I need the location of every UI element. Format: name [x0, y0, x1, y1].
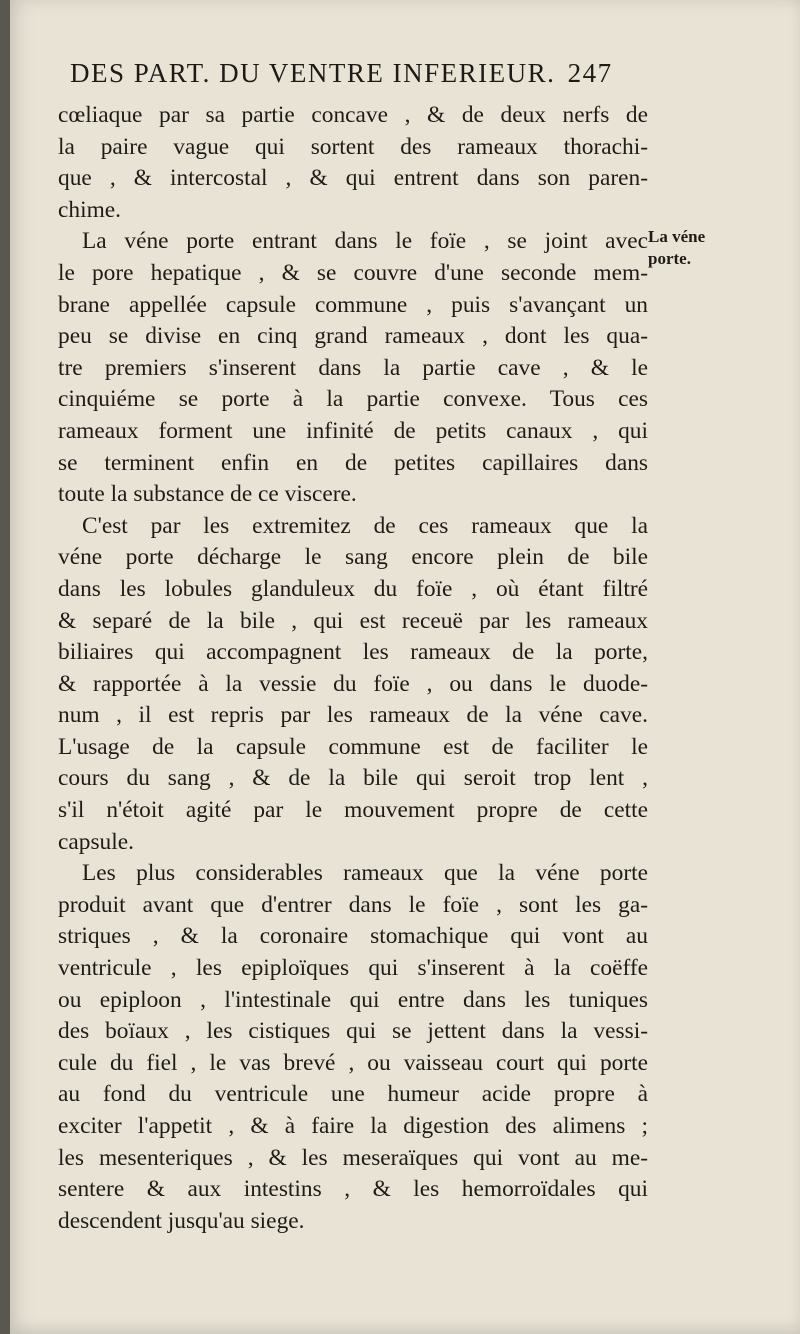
text-line: que , & intercostal , & qui entrent dans son paren- [58, 165, 648, 192]
text-line: brane appellée capsule commune , puis s'avançant un [58, 291, 648, 318]
text-line: des boïaux , les cistiques qui se jettent dans la vessi- [58, 1018, 648, 1045]
text-line: ventricule , les epiploïques qui s'inserent à la coëffe [58, 955, 648, 982]
text-line: la paire vague qui sortent des rameaux thorachi- [58, 133, 648, 160]
text-line: capsule. [58, 828, 134, 855]
text-line: ou epiploon , l'intestinale qui entre dans les tuniques [58, 986, 648, 1013]
text-line: tre premiers s'inserent dans la partie cave , & le [58, 354, 648, 381]
book-page [10, 0, 800, 1334]
text-line: s'il n'étoit agité par le mouvement propre de cette [58, 797, 648, 824]
text-line: striques , & la coronaire stomachique qui vont au [58, 923, 648, 950]
text-line: Les plus considerables rameaux que la véne porte [82, 860, 648, 887]
text-line: num , il est repris par les rameaux de la véne cave. [58, 702, 648, 729]
text-line: peu se divise en cinq grand rameaux , dont les qua- [58, 323, 648, 350]
margin-note [648, 226, 758, 270]
text-line: cœliaque par sa partie concave , & de deux nerfs de [58, 102, 648, 128]
text-line: dans les lobules glanduleux du foïe , où étant filtré [58, 575, 648, 602]
page-number: 247 [567, 58, 613, 88]
text-line: La véne porte entrant dans le foïe , se joint avec [82, 228, 648, 255]
running-head-title: DES PART. DU VENTRE INFERIEUR. [70, 58, 556, 88]
text-line: véne porte décharge le sang encore plein de bile [58, 544, 648, 571]
running-head [70, 58, 670, 89]
margin-note-line: porte. [648, 249, 691, 268]
text-line: au fond du ventricule une humeur acide propre à [58, 1081, 648, 1108]
margin-note-line: La véne [648, 227, 706, 246]
text-line: C'est par les extremitez de ces rameaux que la [82, 512, 648, 539]
text-line: L'usage de la capsule commune est de faciliter le [58, 733, 648, 760]
text-line: cours du sang , & de la bile qui seroit trop lent , [58, 765, 648, 792]
text-line: se terminent enfin en de petites capillaires dans [58, 449, 648, 476]
text-line: rameaux forment une infinité de petits canaux , qui [58, 417, 648, 444]
text-line: & rapportée à la vessie du foïe , ou dans le duode- [58, 670, 648, 697]
text-line: produit avant que d'entrer dans le foïe , sont les ga- [58, 891, 648, 918]
text-line: cule du fiel , le vas brevé , ou vaisseau court qui porte [58, 1049, 648, 1076]
text-line: le pore hepatique , & se couvre d'une seconde mem- [58, 259, 648, 286]
text-line: descendent jusqu'au siege. [58, 1207, 305, 1234]
text-line: chime. [58, 196, 121, 223]
text-line: biliaires qui accompagnent les rameaux de la porte, [58, 639, 648, 666]
text-line: cinquiéme se porte à la partie convexe. Tous ces [58, 386, 648, 413]
text-line: sentere & aux intestins , & les hemorroïdales qui [58, 1176, 648, 1203]
text-line: toute la substance de ce viscere. [58, 481, 357, 508]
text-line: & separé de la bile , qui est receuë par les rameaux [58, 607, 648, 634]
text-line: exciter l'appetit , & à faire la digestion des alimens ; [58, 1113, 648, 1139]
text-line: les mesenteriques , & les meseraïques qui vont au me- [58, 1144, 648, 1171]
body-text [58, 100, 648, 1237]
